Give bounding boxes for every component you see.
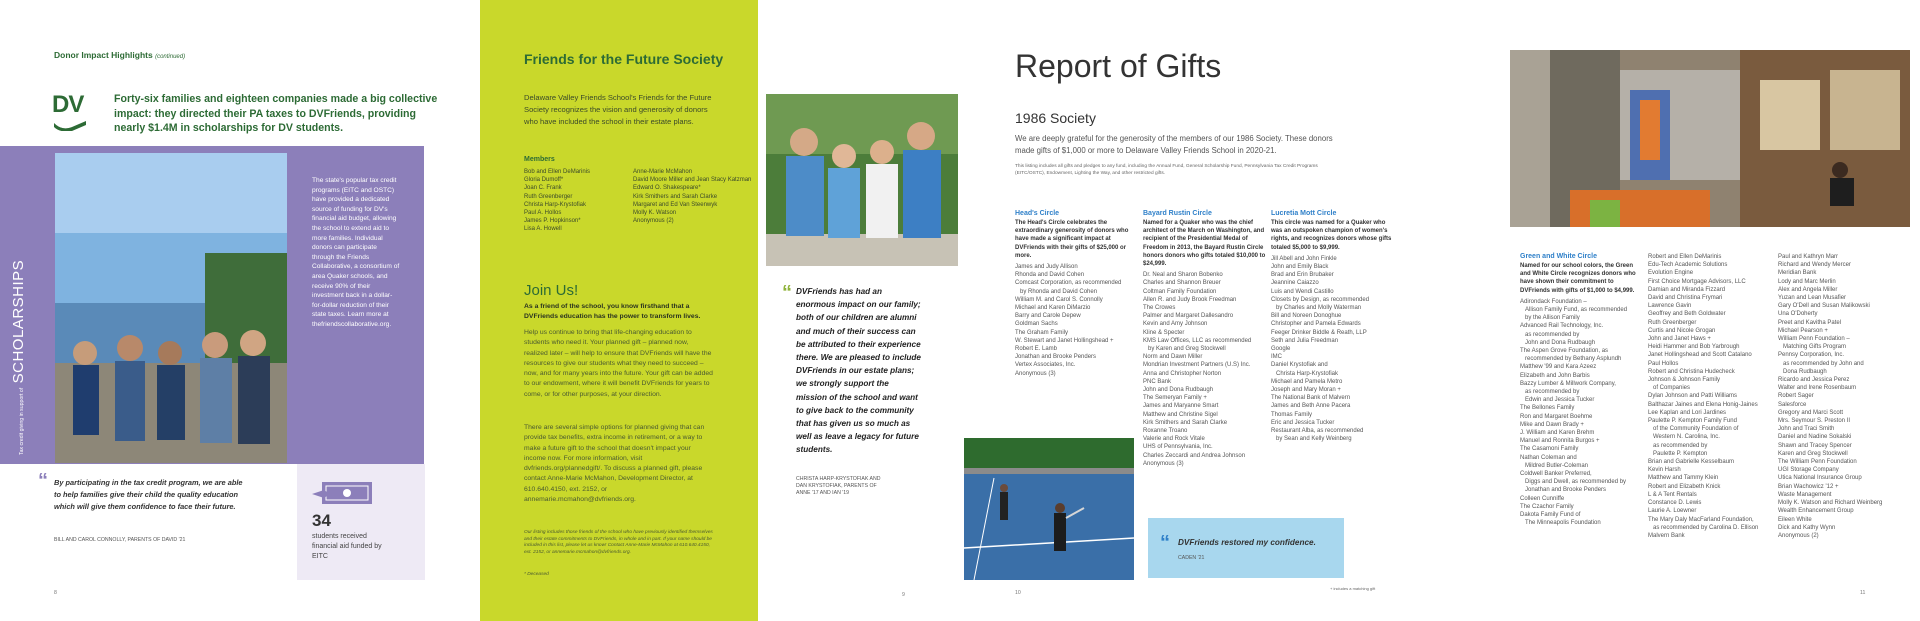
list-item: by Charles and Molly Waterman xyxy=(1276,305,1362,312)
list-item: John and Traci Smith xyxy=(1778,426,1835,433)
list-item: Gregory and Marci Scott xyxy=(1778,409,1844,416)
list-item: Valerie and Rock Vitale xyxy=(1143,436,1205,443)
list-item: Lisa A. Howell xyxy=(524,226,562,233)
list-item: by Sean and Kelly Weinberg xyxy=(1276,436,1352,443)
list-item: Daniel Krystofiak and xyxy=(1271,362,1328,369)
list-item: James and Beth Anne Pacera xyxy=(1271,403,1351,410)
list-item: Joan C. Frank xyxy=(524,185,562,192)
attribution-line: ANNE '17 AND IAN '19 xyxy=(796,490,850,497)
list-item: as recommended by xyxy=(1525,389,1580,396)
list-item: Constance D. Lewis xyxy=(1648,500,1702,507)
list-item: Walter and Irene Rosenbaum xyxy=(1778,385,1857,392)
column-desc: This circle was named for a Quaker who was an outspoken champion of women's rights, and recognizes donors whose gifts totaled $5,000 to $9,999. xyxy=(1271,220,1392,251)
list-item: The Casamoni Family xyxy=(1520,446,1579,453)
list-item: Kline & Specter xyxy=(1143,329,1185,336)
list-item: Feeger Drinker Biddle & Reath, LLP xyxy=(1271,329,1367,336)
list-item: Restaurant Alba, as recommended xyxy=(1271,428,1364,435)
list-item: Charles and Shannon Breuer xyxy=(1143,280,1221,287)
list-item: Dakota Family Fund of xyxy=(1520,512,1581,519)
list-item: J. William and Karen Brehm xyxy=(1520,430,1595,437)
list-item: Palmer and Margaret Dallesandro xyxy=(1143,313,1234,320)
list-item: John and Emily Black xyxy=(1271,264,1329,271)
list-item: W. Stewart and Janet Hollingshead + xyxy=(1015,337,1114,344)
list-item: James and Judy Allison xyxy=(1015,264,1078,271)
quote-mark-icon: “ xyxy=(38,470,48,492)
list-item: Paulette P. Kempton xyxy=(1653,450,1708,457)
donor-list-3 xyxy=(1778,253,1908,540)
list-item: Lody and Marc Merlin xyxy=(1778,278,1836,285)
list-item: Joseph and Mary Moran + xyxy=(1271,387,1341,394)
list-item: Luis and Wendi Castillo xyxy=(1271,288,1334,295)
heads-circle-column xyxy=(1015,210,1140,378)
list-item: Michael Pearson + xyxy=(1778,327,1828,334)
bayard-rustin-column xyxy=(1143,210,1271,468)
list-item: Mildred Butler-Coleman xyxy=(1525,462,1589,469)
list-item: Elizabeth and John Barbis xyxy=(1520,372,1590,379)
page-8 xyxy=(0,0,478,621)
join-title: Join Us! xyxy=(524,282,579,299)
column-desc: Named for our school colors, the Green and White Circle recognizes donors who have shown their commitment to DVFriends with gifts of $1,000 to $4,999. xyxy=(1520,263,1636,294)
list-item: recommended by Bethany Asplundh xyxy=(1525,356,1622,363)
members-list-2 xyxy=(633,168,751,225)
list-item: Nathan Coleman and xyxy=(1520,454,1577,461)
side-label: Tax credit giving in support of SCHOLARSHIPS xyxy=(10,259,27,455)
list-item: Brian Wachowicz '12 + xyxy=(1778,483,1839,490)
list-item: by the Allison Family xyxy=(1525,315,1580,322)
list-item: Margaret and Ed Van Steenwyk xyxy=(633,201,718,208)
section-subtitle: 1986 Society xyxy=(1015,110,1096,126)
list-item: Jonathan and Brooke Penders xyxy=(1525,487,1607,494)
quote-mark-icon: “ xyxy=(782,282,792,304)
list-item: Lawrence Gavin xyxy=(1648,303,1692,310)
list-item: Bill and Noreen Donoghue xyxy=(1271,313,1342,320)
list-item: Heidi Hammer and Bob Yarbrough xyxy=(1648,344,1740,351)
list-item: Meridian Bank xyxy=(1778,270,1817,277)
lucretia-mott-column xyxy=(1271,210,1396,443)
list-item: Evolution Engine xyxy=(1648,270,1694,277)
list-item: Gloria Dumoff* xyxy=(524,177,564,184)
list-item: The Czachor Family xyxy=(1520,503,1574,510)
list-item: The Mary Daly MacFarland Foundation, xyxy=(1648,516,1754,523)
list-item: Paul and Kathryn Marr xyxy=(1778,254,1839,260)
attribution-line: DAN KRYSTOFIAK, PARENTS OF xyxy=(796,483,877,490)
list-item: Anonymous (2) xyxy=(1778,532,1819,539)
list-item: Matching Gifts Program xyxy=(1783,344,1847,351)
list-item: Richard and Wendy Mercer xyxy=(1778,262,1851,269)
list-item: Mondrian Investment Partners (U.S) Inc. xyxy=(1143,362,1251,369)
members-list-1 xyxy=(524,168,590,234)
list-item: Robert and Elizabeth Knick xyxy=(1648,483,1721,490)
list-item: Edwin and Jessica Tucker xyxy=(1525,397,1595,404)
list-item: Paul Hollos xyxy=(1648,360,1679,367)
list-item: Alex and Angela Miller xyxy=(1778,286,1838,293)
list-item: Anonymous (2) xyxy=(633,218,674,225)
list-item: by Rhonda and David Cohen xyxy=(1020,288,1098,295)
list-item: Dylan Johnson and Patti Williams xyxy=(1648,393,1738,400)
list-item: Comcast Corporation, as recommended xyxy=(1015,280,1122,287)
page-number: 11 xyxy=(1860,590,1866,596)
list-item: Eric and Jessica Tucker xyxy=(1271,419,1335,426)
list-item: Norm and Dawn Miller xyxy=(1143,354,1203,361)
list-item: Rhonda and David Cohen xyxy=(1015,272,1085,279)
page-title: Report of Gifts xyxy=(1015,48,1222,84)
list-item: Christa Harp-Krystofiak xyxy=(524,201,587,208)
list-item: PNC Bank xyxy=(1143,378,1172,385)
list-item: Edward O. Shakespeare* xyxy=(633,185,701,192)
estate-quote: DVFriends has had an enormous impact on our family; both of our children are alumni and much of their success can be attributed to their experience there. We are pleased to include DVFriends in our estate plans; we strongly support the mission of the school and want to give back to the community that has given us so much as well as leave a legacy for future students. xyxy=(796,287,921,455)
column-title: Bayard Rustin Circle xyxy=(1143,210,1212,217)
stat-number: 34 xyxy=(312,511,331,530)
list-item: of Companies xyxy=(1653,385,1691,392)
list-item: Daniel and Nadine Sokalski xyxy=(1778,434,1852,441)
list-item: The Semeryan Family + xyxy=(1143,395,1207,402)
tennis-photo xyxy=(964,438,1134,580)
list-item: Closets by Design, as recommended xyxy=(1271,296,1370,303)
list-item: James and Maryanne Smart xyxy=(1143,403,1219,410)
list-item: The Graham Family xyxy=(1015,329,1069,336)
join-lead: As a friend of the school, you know firsthand that a DVFriends education has the power to transform lives. xyxy=(524,303,701,321)
list-item: John and Dona Rudbaugh xyxy=(1143,387,1214,394)
list-item: Utica National Insurance Group xyxy=(1778,475,1862,482)
classroom-photo xyxy=(1510,50,1910,227)
list-item: by Karen and Greg Stockwell xyxy=(1148,346,1226,353)
list-item: Karen and Greg Stockwell xyxy=(1778,450,1848,457)
list-item: William Penn Foundation – xyxy=(1778,336,1850,343)
list-item: Ruth Greenberger xyxy=(1648,319,1697,326)
list-item: Charles Zeccardi and Andrea Johnson xyxy=(1143,452,1246,459)
list-item: Eileen White xyxy=(1778,516,1812,523)
list-item: John and Dona Rudbaugh xyxy=(1525,339,1596,346)
list-item: The William Penn Foundation xyxy=(1778,459,1857,466)
list-item: as recommended by John and xyxy=(1783,360,1864,367)
green-white-column xyxy=(1520,253,1642,528)
confidence-quote: DVFriends restored my confidence. xyxy=(1178,538,1316,547)
list-item: L & A Tent Rentals xyxy=(1648,491,1697,498)
column-desc: Named for a Quaker who was the chief architect of the March on Washington, and recipient of the Presidential Medal of Freedom in 2013, the Bayard Rustin Circle honors donors who gifts totaled $10,000 to $24,999. xyxy=(1143,220,1266,268)
quote-mark-icon: “ xyxy=(1160,532,1170,554)
column-title: Head's Circle xyxy=(1015,210,1060,217)
list-item: Ricardo and Jessica Perez xyxy=(1778,377,1850,384)
list-item: Gary O'Dell and Susan Malikowski xyxy=(1778,303,1870,310)
list-item: Ron and Margaret Boehme xyxy=(1520,413,1593,420)
list-item: Preet and Kavitha Patel xyxy=(1778,319,1842,326)
list-item: Anna and Christopher Norton xyxy=(1143,370,1222,377)
join-paragraph-1: Help us continue to bring that life-changing education to students who need it. Your planned gift – planned now, realized later – will help to ensure that DVFriends will have the resources to give our students what they need to succeed – now, and for many years into the future. Your gift can be added to our endowment, where it will benefit DVFriends for years to come, or for other purposes, at your direction. xyxy=(524,329,713,398)
list-item: Vertex Associates, Inc. xyxy=(1015,362,1076,369)
list-item: Kevin and Amy Johnson xyxy=(1143,321,1208,328)
list-item: Diggs and Dwell, as recommended by xyxy=(1525,479,1627,486)
lead-text: Forty-six families and eighteen companies made a big collective impact: they directed their PA taxes to DVFriends, providing nearly $1.4M in scholarships for DV students. xyxy=(114,93,438,134)
fine-print: This listing includes all gifts and pledges to any fund, including the Annual Fund, General Scholarship Fund, Pennsylvania Tax Credit Programs (EITC/OSTC), Endowment, Lighting the Way, and other restricted gifts. xyxy=(1015,164,1318,176)
list-item: Mike and Dawn Brady + xyxy=(1520,421,1584,428)
donor-list-2 xyxy=(1648,253,1772,540)
list-item: Robert E. Lamb xyxy=(1015,346,1058,353)
list-item: Robert and Ellen DeMarinis xyxy=(1648,254,1722,260)
list-item: Brian and Gabrielle Kesselbaum xyxy=(1648,459,1735,466)
list-item: Anne-Marie McMahon xyxy=(633,169,693,175)
list-item: Allen R. and Judy Brook Freedman xyxy=(1143,296,1237,303)
list-item: Paul A. Hollos xyxy=(524,210,562,217)
money-icon xyxy=(312,480,374,506)
list-item: Coltman Family Foundation xyxy=(1143,288,1217,295)
list-item: Salesforce xyxy=(1778,401,1807,408)
list-item: Allison Family Fund, as recommended xyxy=(1525,307,1628,314)
list-item: The Aspen Grove Foundation, as xyxy=(1520,348,1609,355)
list-item: Colleen Cunniffe xyxy=(1520,495,1565,502)
page-title: Friends for the Future Society xyxy=(524,51,724,67)
list-item: Edu-Tech Academic Solutions xyxy=(1648,262,1728,269)
list-item: Molly K. Watson and Richard Weinberg xyxy=(1778,500,1883,507)
list-item: David Moore Miller and Jean Stacy Katzman xyxy=(633,177,752,184)
list-item: The National Bank of Malvern xyxy=(1271,395,1351,402)
column-desc: The Head's Circle celebrates the extraordinary generosity of donors who have made a significant impact at DVFriends with their gifts of $25,000 or more. xyxy=(1015,220,1129,259)
list-item: as recommended by Carolina D. Ellison xyxy=(1653,524,1759,531)
attribution-line: CHRISTA HARP-KRYSTOFIAK AND xyxy=(796,476,881,482)
section-header: Donor Impact Highlights (continued) xyxy=(54,50,186,60)
list-item: The Crowes xyxy=(1143,305,1176,312)
page-number: 9 xyxy=(902,592,905,598)
tax-credit-body: The state's popular tax credit programs (EITC and OSTC) have provided a dedicated source of funding for DV's financial aid budget, allowing the school to extend aid to more families. Individual donors can participate through the Friends Collaborative, a consortium of area Quaker schools, and receive 90% of their investment back in a dollar-for-dollar reduction of their state taxes. Learn more at thefriendscollaborative.org. xyxy=(312,177,400,328)
list-item: Anonymous (3) xyxy=(1015,370,1056,377)
list-item: Kirk Smithers and Sarah Clarke xyxy=(1143,419,1228,426)
list-item: KMS Law Offices, LLC as recommended xyxy=(1143,337,1252,344)
column-title: Green and White Circle xyxy=(1520,253,1598,260)
list-item: Lee Kaplan and Lori Jardines xyxy=(1648,409,1727,416)
list-item: Mrs. Seymour S. Preston II xyxy=(1778,418,1851,425)
list-item: Laurie A. Loewner xyxy=(1648,508,1697,515)
list-item: Paulette P. Kempton Family Fund xyxy=(1648,418,1737,425)
list-item: as recommended by xyxy=(1653,442,1708,449)
list-item: Johnson & Johnson Family xyxy=(1648,377,1721,384)
quote-box xyxy=(1148,518,1344,578)
list-item: Christa Harp-Krystofiak xyxy=(1276,370,1339,377)
list-item: First Choice Mortgage Advisors, LLC xyxy=(1648,278,1746,285)
list-item: Christopher and Pamela Edwards xyxy=(1271,321,1361,328)
column-title: Lucretia Mott Circle xyxy=(1271,210,1337,217)
family-photo-2 xyxy=(766,94,958,266)
page-9-white xyxy=(758,0,960,621)
list-item: Yuzan and Lean Musafier xyxy=(1778,295,1847,302)
list-item: Ruth Greenberger xyxy=(524,193,573,200)
list-item: UGI Storage Company xyxy=(1778,467,1839,474)
members-label: Members xyxy=(524,156,555,163)
donor-list xyxy=(1271,255,1396,444)
list-item: James P. Hopkinson* xyxy=(524,218,581,225)
join-paragraph-2: There are several simple options for planned giving that can provide tax benefits, extra income in retirement, or a way to make a future gift to the school that doesn't impact your income now. For more information, visit dvfriends.org/plannedgift/. To discuss a planned gift, please contact Anne-Marie McMahon, Development Director, at 610.640.4150, ext. 2152, or annemarie.mcmahon@dvfriends.org. xyxy=(524,424,705,504)
list-item: Jeannine Caiazzo xyxy=(1271,280,1319,287)
list-item: Dona Rudbaugh xyxy=(1783,368,1827,375)
list-item: Matthew '99 and Kara Azeez xyxy=(1520,364,1597,371)
list-item: Jonathan and Brooke Penders xyxy=(1015,354,1097,361)
list-item: Brad and Erin Brubaker xyxy=(1271,272,1334,279)
list-item: Janet Hollingshead and Scott Catalano xyxy=(1648,352,1752,359)
list-item: Waste Management xyxy=(1778,491,1832,498)
list-item: Google xyxy=(1271,346,1291,353)
intro-text: We are deeply grateful for the generosity of the members of our 1986 Society. These donors made gifts of $1,000 or more to Delaware Valley Friends School in 2020-21. xyxy=(1015,134,1333,155)
list-item: Una O'Doherty xyxy=(1778,311,1818,318)
dv-logo: DV xyxy=(52,92,88,132)
intro-text: Delaware Valley Friends School's Friends for the Future Society recognizes the vision and generosity of donors who have included the school in their estate plans. xyxy=(524,93,712,126)
list-item: as recommended by xyxy=(1525,331,1580,338)
list-item: Adirondack Foundation – xyxy=(1520,298,1587,305)
list-item: Western N. Carolina, Inc. xyxy=(1653,434,1720,441)
list-item: Michael and Karen DiMarzio xyxy=(1015,305,1091,312)
list-item: The Bellones Family xyxy=(1520,405,1575,412)
donor-list xyxy=(1015,263,1140,378)
list-item: Pennsy Corporation, Inc. xyxy=(1778,352,1845,359)
donor-list xyxy=(1143,271,1271,468)
list-item: Matthew and Tammy Klein xyxy=(1648,475,1719,482)
list-item: Thomas Family xyxy=(1271,411,1313,418)
page-10 xyxy=(960,0,1400,621)
list-item: Kirk Smithers and Sarah Clarke xyxy=(633,193,718,200)
quote-attribution: BILL AND CAROL CONNOLLY, PARENTS OF DAVID '21 xyxy=(54,537,186,543)
list-item: Curtis and Nicole Grogan xyxy=(1648,327,1716,334)
list-item: Balthazar Jaines and Elena Honig-Jaines xyxy=(1648,401,1758,408)
list-item: The Minneapolis Foundation xyxy=(1525,520,1601,527)
list-item: Molly K. Watson xyxy=(633,210,677,217)
list-item: Damian and Miranda Fizzard xyxy=(1648,286,1726,293)
list-item: Michael and Pamela Metro xyxy=(1271,378,1343,385)
hand-icon xyxy=(52,119,88,131)
page-number: 10 xyxy=(1015,590,1021,596)
list-item: of the Community Foundation of xyxy=(1653,426,1739,433)
list-item: David and Christina Frymari xyxy=(1648,295,1723,302)
list-item: Jill Abell and John Finkle xyxy=(1271,255,1337,262)
tax-credit-quote: By participating in the tax credit program, we are able to help families give their child the quality education which will give them confidence to face their future. xyxy=(54,478,243,511)
list-item: Goldman Sachs xyxy=(1015,321,1058,328)
list-item: IMC xyxy=(1271,354,1282,361)
page-number: 8 xyxy=(54,590,57,596)
list-item: Kevin Harsh xyxy=(1648,467,1681,474)
footnote: Our listing includes those friends of the school who have previously identified themselves and their estate commitments to DVFriends, in whole and in part. If your name should be included in this list, please let us know! Contact Anne-Marie McMahon at 610.640.4150, ext. 2152, or annemarie.mcmahon@dvfriends.org. xyxy=(524,530,713,555)
list-item: Geoffrey and Beth Goldwater xyxy=(1648,311,1726,318)
list-item: William M. and Carol S. Connolly xyxy=(1015,296,1103,303)
quote-attribution: CADEN '21 xyxy=(1178,555,1205,561)
list-item: Dr. Neal and Sharon Bobenko xyxy=(1143,272,1223,279)
deceased-note: * Deceased xyxy=(524,572,549,577)
list-item: Anonymous (3) xyxy=(1143,460,1184,467)
quote-attribution xyxy=(796,476,880,498)
list-item: Shawn and Tracey Spencer xyxy=(1778,442,1852,449)
stat-text: students received financial aid funded by EITC xyxy=(312,533,382,560)
list-item: Advanced Rail Technology, Inc. xyxy=(1520,323,1604,330)
list-item: Dick and Kathy Wynn xyxy=(1778,524,1836,531)
list-item: Manuel and Ronnita Burgos + xyxy=(1520,438,1600,445)
list-item: UHS of Pennsylvania, Inc. xyxy=(1143,444,1213,451)
list-item: Malvern Bank xyxy=(1648,532,1685,539)
list-item: Coldwell Banker Preferred, xyxy=(1520,471,1592,478)
family-photo xyxy=(55,153,287,463)
list-item: Seth and Julia Freedman xyxy=(1271,337,1339,344)
donor-list xyxy=(1520,298,1642,528)
list-item: Roxanne Troano xyxy=(1143,428,1188,435)
list-item: John and Janet Haws + xyxy=(1648,336,1711,343)
list-item: Barry and Carole Depew xyxy=(1015,313,1081,320)
list-item: Robert and Christina Hudecheck xyxy=(1648,368,1735,375)
list-item: Matthew and Christine Sigel xyxy=(1143,411,1218,418)
page-9-lime xyxy=(480,0,758,621)
list-item: Wealth Enhancement Group xyxy=(1778,508,1854,515)
page-11 xyxy=(1400,0,1920,621)
list-item: Bob and Ellen DeMarinis xyxy=(524,169,591,175)
matching-gift-note: + includes a matching gift xyxy=(1330,586,1376,591)
list-item: Bazzy Lumber & Millwork Company, xyxy=(1520,380,1616,387)
list-item: Robert Sager xyxy=(1778,393,1814,400)
